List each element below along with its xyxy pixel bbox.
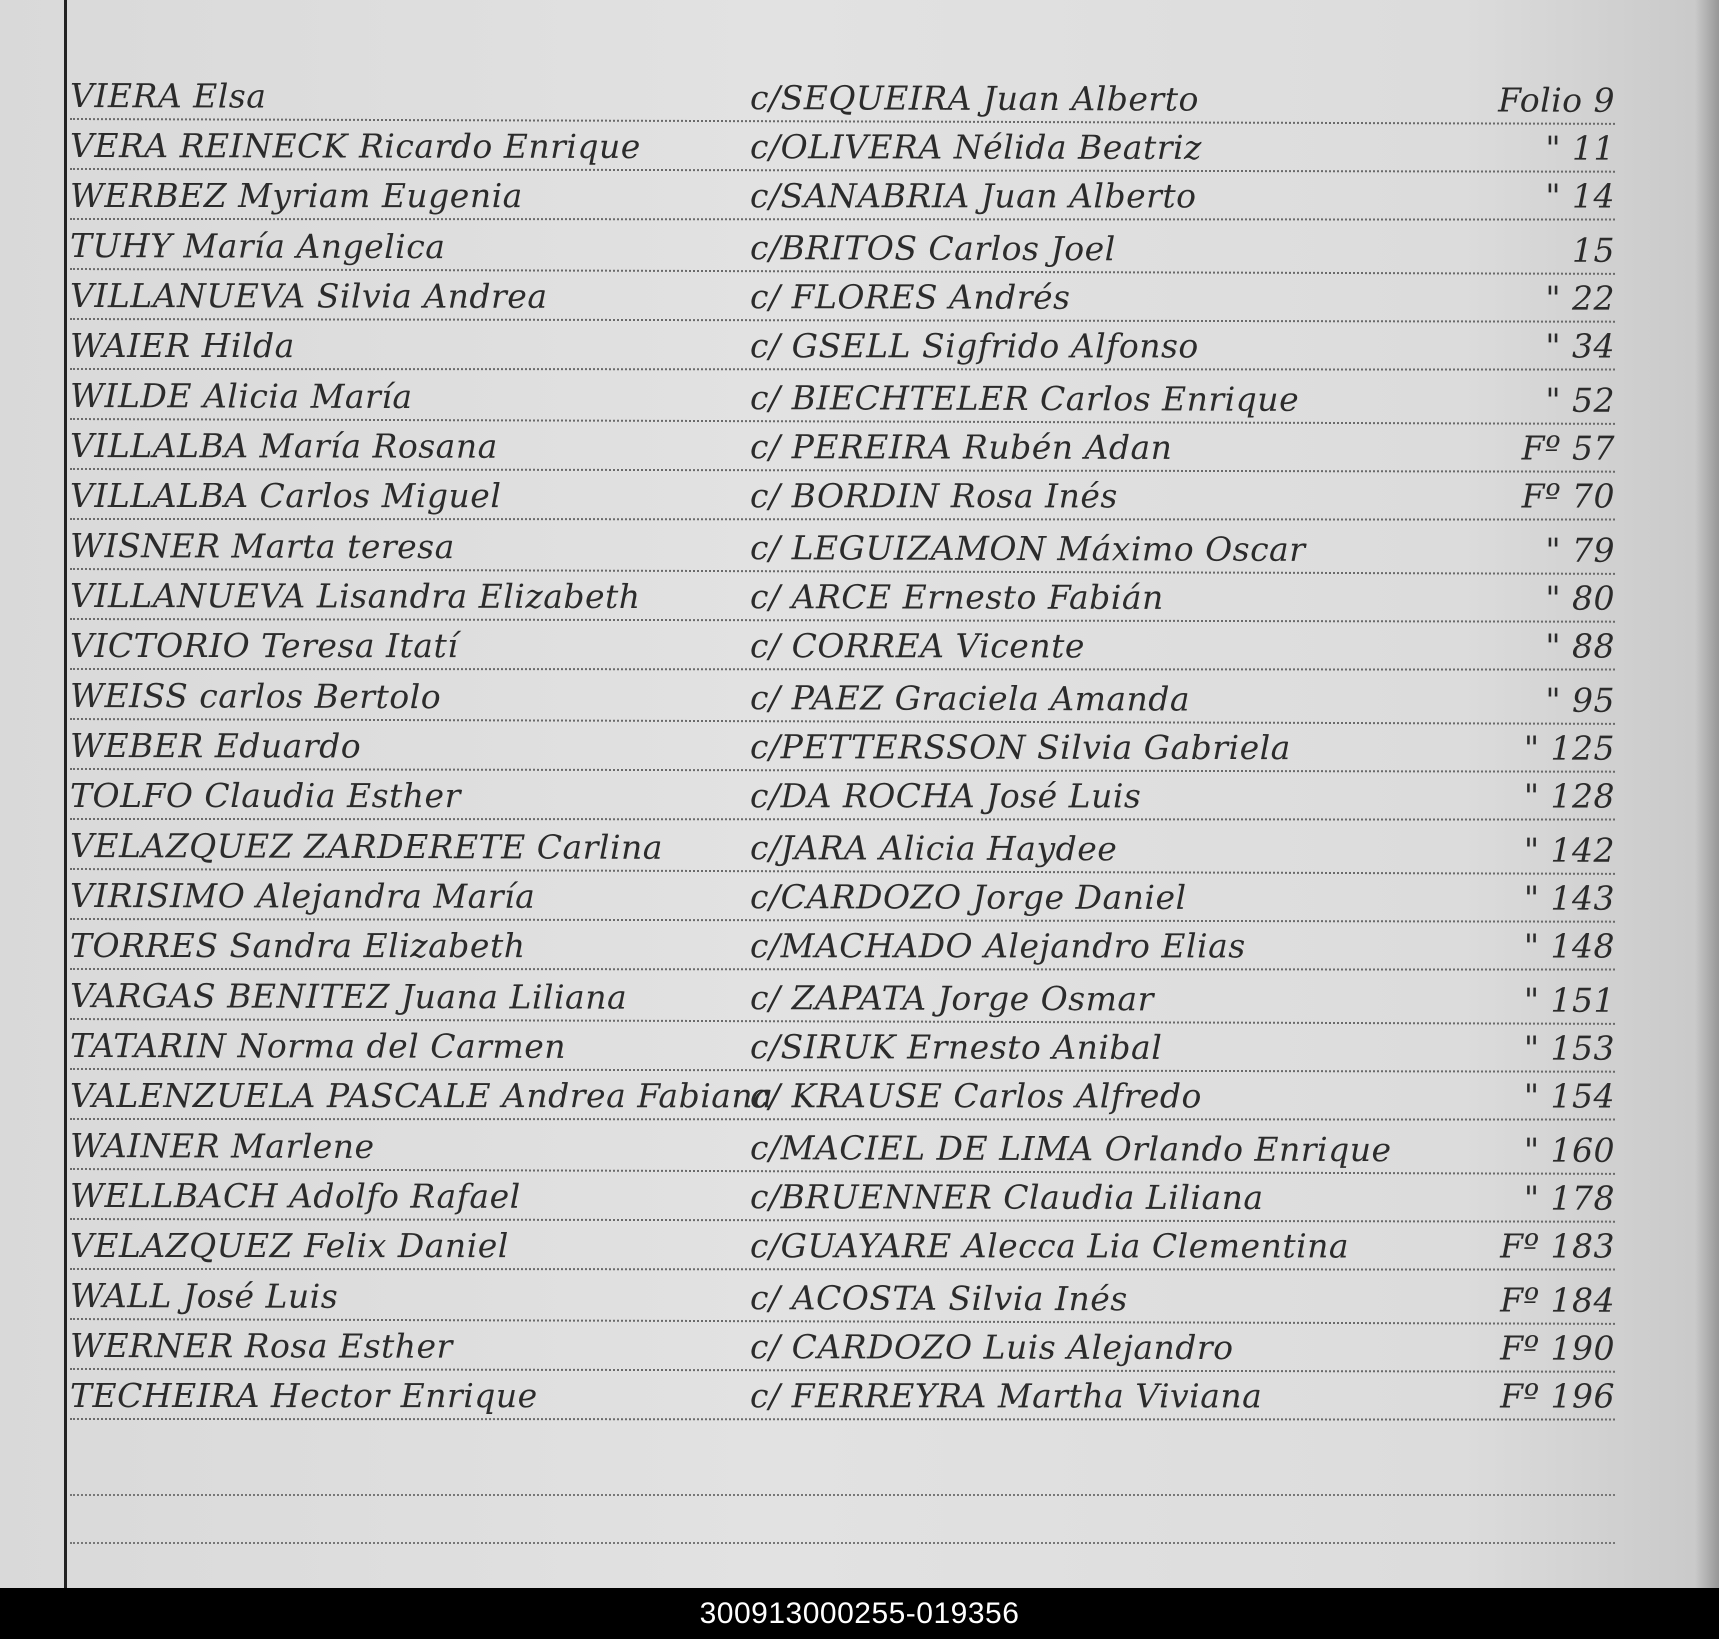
party1-name: WEISS carlos Bertolo xyxy=(70,676,442,717)
folio-number: Fº 70 xyxy=(1521,476,1616,516)
party2-name: c/ FLORES Andrés xyxy=(750,277,1071,317)
party1-name: VERA REINECK Ricardo Enrique xyxy=(70,126,641,166)
folio-number: " 34 xyxy=(1545,326,1616,366)
party1-name: WELLBACH Adolfo Rafael xyxy=(70,1176,521,1216)
folio-number: " 79 xyxy=(1545,530,1616,570)
ledger-row xyxy=(70,668,1615,725)
party1-name: VALENZUELA PASCALE Andrea Fabiana xyxy=(70,1076,774,1116)
party2-name: c/ BORDIN Rosa Inés xyxy=(750,476,1118,516)
party2-name: c/ BIECHTELER Carlos Enrique xyxy=(750,378,1300,419)
party2-name: c/SEQUEIRA Juan Alberto xyxy=(750,78,1199,119)
folio-number: Fº 57 xyxy=(1521,428,1616,468)
party2-name: c/OLIVERA Nélida Beatriz xyxy=(750,127,1203,167)
ledger-row xyxy=(70,1368,1615,1421)
party1-name: WAINER Marlene xyxy=(70,1126,375,1166)
folio-number: " 148 xyxy=(1523,926,1616,966)
ledger-row xyxy=(70,1068,1615,1121)
party1-name: VELAZQUEZ Felix Daniel xyxy=(70,1226,509,1266)
ledger-row xyxy=(70,218,1615,275)
ledger-row xyxy=(70,968,1615,1025)
party1-name: VIRISIMO Alejandra María xyxy=(70,876,536,916)
party2-name: c/ ARCE Ernesto Fabián xyxy=(750,577,1164,617)
party2-name: c/ PEREIRA Rubén Adan xyxy=(750,427,1173,467)
party2-name: c/BRUENNER Claudia Liliana xyxy=(750,1177,1264,1218)
ledger-row xyxy=(70,168,1615,221)
ledger-row xyxy=(70,768,1615,821)
party2-name: c/ CARDOZO Luis Alejandro xyxy=(750,1327,1234,1368)
party1-name: TUHY María Angelica xyxy=(70,226,446,267)
party2-name: c/ ZAPATA Jorge Osmar xyxy=(750,978,1154,1019)
party1-name: VELAZQUEZ ZARDERETE Carlina xyxy=(70,826,664,867)
ledger-row xyxy=(70,818,1615,875)
folio-number: " 160 xyxy=(1523,1130,1616,1170)
folio-number: Fº 184 xyxy=(1500,1280,1616,1320)
folio-number: " 142 xyxy=(1523,830,1616,870)
ledger-row xyxy=(70,468,1615,521)
blank-ruled-line xyxy=(70,1492,1615,1496)
party2-name: c/PETTERSSON Silvia Gabriela xyxy=(750,727,1291,768)
party1-name: VILLALBA Carlos Miguel xyxy=(70,476,502,516)
folio-number: " 14 xyxy=(1545,176,1616,216)
party1-name: TECHEIRA Hector Enrique xyxy=(70,1376,538,1416)
folio-number: Fº 196 xyxy=(1500,1376,1616,1416)
party2-name: c/ FERREYRA Martha Viviana xyxy=(750,1376,1263,1416)
ledger-row xyxy=(70,68,1615,125)
folio-number: " 153 xyxy=(1523,1028,1616,1068)
folio-number: " 52 xyxy=(1545,380,1616,420)
folio-number: " 154 xyxy=(1523,1076,1616,1116)
party2-name: c/ CORREA Vicente xyxy=(750,626,1085,666)
party2-name: c/MACHADO Alejandro Elias xyxy=(750,926,1246,966)
ledger-row xyxy=(70,918,1615,971)
party1-name: WERBEZ Myriam Eugenia xyxy=(70,176,523,216)
party2-name: c/SIRUK Ernesto Anibal xyxy=(750,1027,1163,1067)
party2-name: c/DA ROCHA José Luis xyxy=(750,776,1142,816)
party1-name: VIERA Elsa xyxy=(70,76,267,116)
folio-number: " 11 xyxy=(1545,128,1616,168)
folio-number: " 178 xyxy=(1523,1178,1616,1218)
party1-name: TOLFO Claudia Esther xyxy=(70,776,461,816)
party1-name: WEBER Eduardo xyxy=(70,726,362,766)
party1-name: VILLALBA María Rosana xyxy=(70,426,498,466)
party2-name: c/CARDOZO Jorge Daniel xyxy=(750,877,1187,917)
party1-name: WALL José Luis xyxy=(70,1276,339,1316)
ledger-row xyxy=(70,368,1615,425)
ledger-row xyxy=(70,1018,1615,1073)
folio-number: " 80 xyxy=(1545,578,1616,618)
party1-name: VICTORIO Teresa Itatí xyxy=(70,626,459,666)
folio-number: " 128 xyxy=(1523,776,1616,816)
party2-name: c/GUAYARE Alecca Lia Clementina xyxy=(750,1226,1350,1266)
party2-name: c/ KRAUSE Carlos Alfredo xyxy=(750,1076,1202,1116)
ledger-row xyxy=(70,1318,1615,1373)
party1-name: VARGAS BENITEZ Juana Liliana xyxy=(70,976,628,1017)
ledger-row xyxy=(70,118,1615,173)
folio-number: Folio 9 xyxy=(1498,80,1616,120)
ledger-row xyxy=(70,718,1615,773)
ledger-row xyxy=(70,518,1615,575)
ledger-row xyxy=(70,618,1615,671)
scan-footer xyxy=(0,1588,1719,1639)
folio-number: " 151 xyxy=(1523,980,1616,1020)
folio-number: " 22 xyxy=(1545,278,1616,318)
party2-name: c/ ACOSTA Silvia Inés xyxy=(750,1278,1128,1319)
folio-number: " 95 xyxy=(1545,680,1616,720)
ledger-row xyxy=(70,1268,1615,1325)
folio-number: Fº 183 xyxy=(1500,1226,1616,1266)
page-edge-shadow xyxy=(1695,0,1719,1588)
party2-name: c/ GSELL Sigfrido Alfonso xyxy=(750,326,1199,366)
party2-name: c/ PAEZ Graciela Amanda xyxy=(750,678,1191,719)
ledger-row xyxy=(70,1218,1615,1271)
party2-name: c/ LEGUIZAMON Máximo Oscar xyxy=(750,528,1306,569)
party2-name: c/MACIEL DE LIMA Orlando Enrique xyxy=(750,1128,1392,1170)
party1-name: VILLANUEVA Lisandra Elizabeth xyxy=(70,576,641,616)
ledger-row xyxy=(70,268,1615,323)
party2-name: c/SANABRIA Juan Alberto xyxy=(750,176,1197,216)
ledger-row xyxy=(70,418,1615,473)
folio-number: " 125 xyxy=(1523,728,1616,768)
blank-ruled-line xyxy=(70,1540,1615,1544)
party1-name: VILLANUEVA Silvia Andrea xyxy=(70,276,548,316)
ledger-row xyxy=(70,868,1615,923)
party1-name: WERNER Rosa Esther xyxy=(70,1326,453,1366)
folio-number: Fº 190 xyxy=(1500,1328,1616,1368)
folio-number: 15 xyxy=(1572,230,1616,270)
ledger-row xyxy=(70,1168,1615,1223)
party1-name: WILDE Alicia María xyxy=(70,376,413,417)
party1-name: TATARIN Norma del Carmen xyxy=(70,1026,567,1066)
document-id: 300913000255-019356 xyxy=(699,1597,1020,1630)
party1-name: WAIER Hilda xyxy=(70,326,295,366)
ledger-row xyxy=(70,1118,1615,1175)
party1-name: WISNER Marta teresa xyxy=(70,526,455,567)
party1-name: TORRES Sandra Elizabeth xyxy=(70,926,526,966)
ledger-row xyxy=(70,318,1615,371)
folio-number: " 143 xyxy=(1523,878,1616,918)
party2-name: c/JARA Alicia Haydee xyxy=(750,828,1118,869)
ledger-row xyxy=(70,568,1615,623)
folio-number: " 88 xyxy=(1545,626,1616,666)
party2-name: c/BRITOS Carlos Joel xyxy=(750,228,1116,269)
